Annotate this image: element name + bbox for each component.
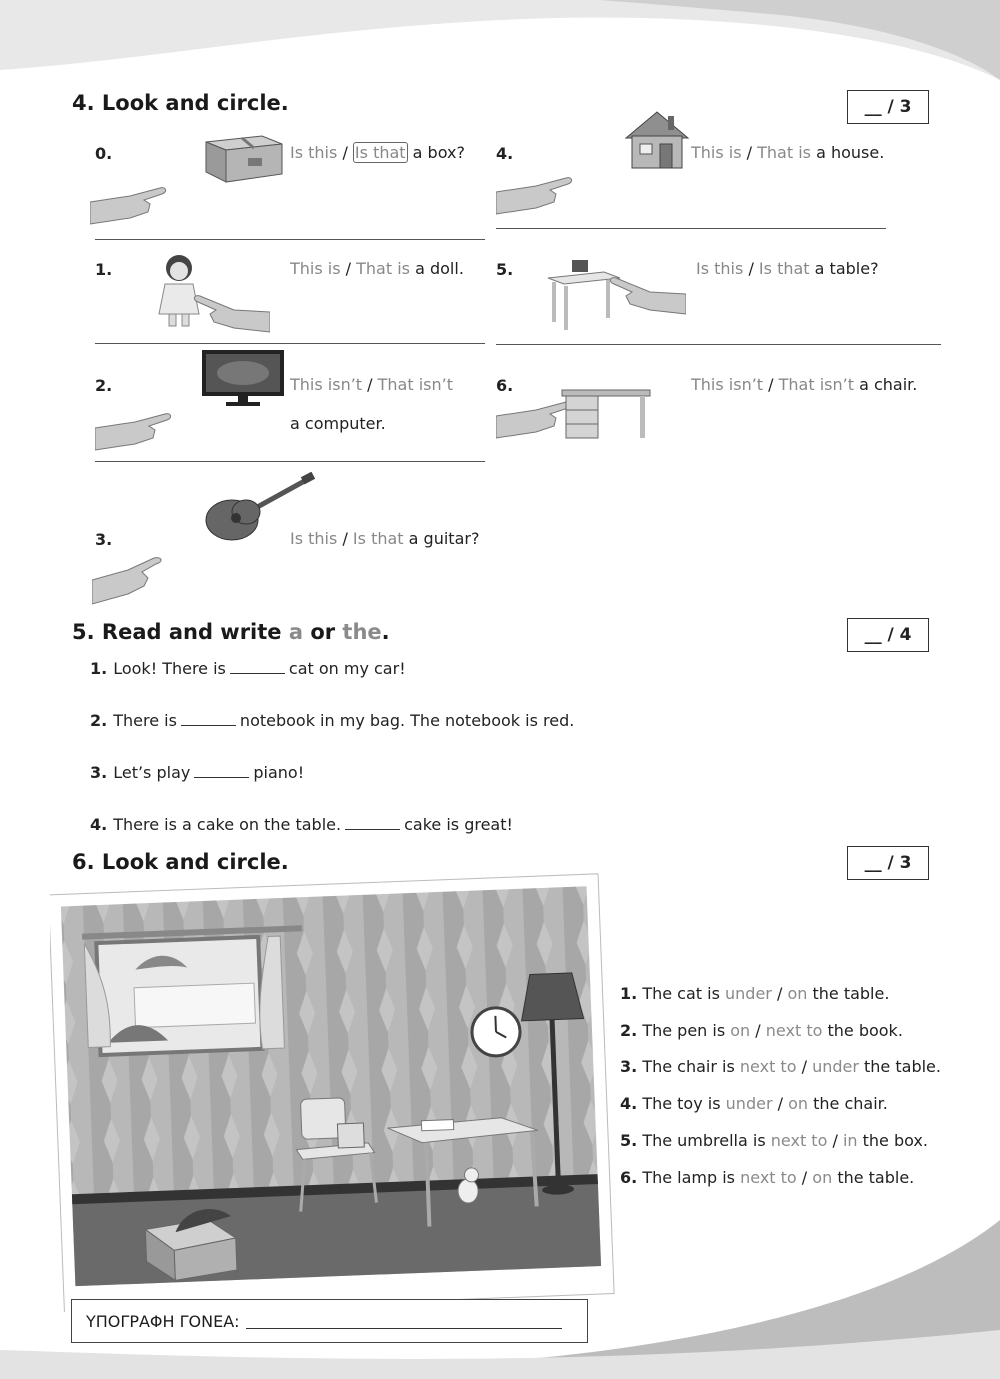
option-2[interactable]: in <box>842 1131 858 1150</box>
room-illustration <box>50 862 625 1312</box>
item-number: 1. <box>620 984 638 1003</box>
option-1[interactable]: Is this <box>290 143 338 162</box>
sentence-rest: the box. <box>862 1131 928 1150</box>
item-number: 2. <box>95 376 113 395</box>
room-sentence <box>620 1168 914 1187</box>
sentence-rest: the table. <box>837 1168 915 1187</box>
section5-title <box>72 620 390 644</box>
text-before: There is a cake on the table. <box>113 815 342 834</box>
separator: / <box>746 143 753 162</box>
separator: / <box>777 1094 783 1113</box>
pointing-hand-icon <box>90 184 170 228</box>
item5-sentence <box>696 259 879 278</box>
section6-score-box[interactable]: __ / 3 <box>847 846 929 880</box>
separator: / <box>748 259 754 278</box>
sentence-rest: a box? <box>412 143 465 162</box>
option-2[interactable]: That is <box>356 259 410 278</box>
divider <box>95 343 485 344</box>
desk-icon <box>560 386 652 442</box>
room-sentence <box>620 1131 928 1150</box>
sentence-row <box>90 763 304 782</box>
blank-field[interactable] <box>181 712 236 726</box>
sentence-rest: the book. <box>827 1021 903 1040</box>
separator: / <box>342 529 348 548</box>
item-number: 4. <box>620 1094 638 1113</box>
title-part: or <box>303 620 343 644</box>
subject: The cat is <box>642 984 720 1003</box>
option-1[interactable]: on <box>730 1021 751 1040</box>
item-number: 6. <box>496 376 514 395</box>
sentence-row <box>90 659 406 678</box>
separator: / <box>367 375 373 394</box>
signature-label: ΥΠΟΓΡΑΦΗ ΓΟΝΕΑ: <box>86 1311 240 1331</box>
text-before: Let’s play <box>113 763 191 782</box>
item-number: 1. <box>90 659 108 678</box>
separator: / <box>768 375 774 394</box>
separator: / <box>801 1168 808 1187</box>
separator: / <box>345 259 352 278</box>
option-2[interactable]: on <box>812 1168 833 1187</box>
option-1[interactable]: This isn’t <box>290 375 363 394</box>
sentence-rest: a guitar? <box>408 529 480 548</box>
option-2[interactable]: That isn’t <box>377 375 453 394</box>
separator: / <box>755 1021 761 1040</box>
option-2[interactable]: That is <box>757 143 811 162</box>
item3-sentence <box>290 529 479 548</box>
pointing-hand-icon <box>95 410 175 454</box>
sentence-rest: a house. <box>816 143 885 162</box>
sentence-row <box>90 711 574 730</box>
divider <box>496 228 886 229</box>
item-number: 3. <box>620 1057 638 1076</box>
option-1[interactable]: Is this <box>696 259 744 278</box>
text-before: There is <box>113 711 177 730</box>
option-2[interactable]: on <box>787 984 808 1003</box>
text-after: notebook in my bag. The notebook is red. <box>239 711 575 730</box>
option-1[interactable]: next to <box>770 1131 828 1150</box>
option-1[interactable]: under <box>725 1094 773 1113</box>
text-after: cat on my car! <box>288 659 406 678</box>
sentence-rest: a table? <box>814 259 879 278</box>
title-part: . <box>381 620 390 644</box>
separator: / <box>801 1057 807 1076</box>
divider <box>496 344 941 345</box>
section4-title: 4. Look and circle. <box>72 91 289 115</box>
option-2[interactable]: Is that <box>352 529 404 548</box>
option-2-circled[interactable]: Is that <box>354 143 406 162</box>
subject: The toy is <box>642 1094 721 1113</box>
option-1[interactable]: next to <box>739 1057 797 1076</box>
divider <box>95 461 485 462</box>
sentence-row <box>90 815 513 834</box>
section4-score-box[interactable]: __ / 3 <box>847 90 929 124</box>
item-number: 2. <box>620 1021 638 1040</box>
item-number: 1. <box>95 260 113 279</box>
item-number: 6. <box>620 1168 638 1187</box>
pointing-hand-icon <box>190 290 270 336</box>
pointing-hand-icon <box>496 174 576 218</box>
option-1[interactable]: This is <box>290 259 341 278</box>
item2-sentence-rest: a computer. <box>290 414 386 433</box>
title-part: 5. Read and write <box>72 620 289 644</box>
box-icon <box>200 128 286 184</box>
title-a: a <box>288 620 304 644</box>
option-2[interactable]: next to <box>765 1021 823 1040</box>
room-sentence <box>620 1057 941 1076</box>
separator: / <box>776 984 783 1003</box>
sentence-rest: the chair. <box>813 1094 888 1113</box>
pointing-hand-icon <box>606 272 686 318</box>
option-1[interactable]: next to <box>740 1168 797 1187</box>
item-number: 0. <box>95 144 113 163</box>
divider <box>95 239 485 240</box>
pointing-hand-icon <box>92 556 172 606</box>
separator: / <box>832 1131 838 1150</box>
text-before: Look! There is <box>113 659 226 678</box>
item1-sentence <box>290 259 464 278</box>
computer-monitor-icon <box>200 348 286 408</box>
option-1[interactable]: This isn’t <box>691 375 764 394</box>
house-icon <box>624 108 690 170</box>
item0-sentence <box>290 143 465 162</box>
item6-sentence <box>691 375 917 394</box>
item-number: 5. <box>496 260 514 279</box>
option-1[interactable]: This is <box>691 143 742 162</box>
option-2[interactable]: on <box>788 1094 809 1113</box>
parent-signature-box[interactable] <box>71 1299 588 1343</box>
option-2[interactable]: Is that <box>758 259 810 278</box>
sentence-rest: a chair. <box>859 375 918 394</box>
item-number: 4. <box>496 144 514 163</box>
item4-sentence <box>691 143 884 162</box>
section6-title: 6. Look and circle. <box>72 850 289 874</box>
subject: The umbrella is <box>642 1131 766 1150</box>
subject: The pen is <box>642 1021 726 1040</box>
text-after: piano! <box>253 763 305 782</box>
room-sentence <box>620 1094 888 1113</box>
signature-line[interactable] <box>246 1313 562 1329</box>
section5-score-box[interactable]: __ / 4 <box>847 618 929 652</box>
option-2[interactable]: That isn’t <box>778 375 854 394</box>
option-1[interactable]: under <box>725 984 772 1003</box>
blank-field[interactable] <box>230 660 285 674</box>
room-sentence <box>620 984 889 1003</box>
option-2[interactable]: under <box>812 1057 859 1076</box>
top-wave-decoration <box>0 0 1000 90</box>
subject: The chair is <box>642 1057 735 1076</box>
sentence-rest: the table. <box>812 984 890 1003</box>
item2-sentence-line1 <box>290 375 453 394</box>
item-number: 2. <box>90 711 108 730</box>
separator: / <box>342 143 348 162</box>
item-number: 3. <box>90 763 108 782</box>
blank-field[interactable] <box>345 816 400 830</box>
blank-field[interactable] <box>194 764 249 778</box>
sentence-rest: the table. <box>864 1057 941 1076</box>
item-number: 4. <box>90 815 108 834</box>
option-1[interactable]: Is this <box>290 529 338 548</box>
subject: The lamp is <box>642 1168 736 1187</box>
room-sentence <box>620 1021 903 1040</box>
item-number: 5. <box>620 1131 638 1150</box>
item-number: 3. <box>95 530 113 549</box>
title-the: the <box>342 620 382 644</box>
sentence-rest: a doll. <box>415 259 464 278</box>
text-after: cake is great! <box>404 815 513 834</box>
